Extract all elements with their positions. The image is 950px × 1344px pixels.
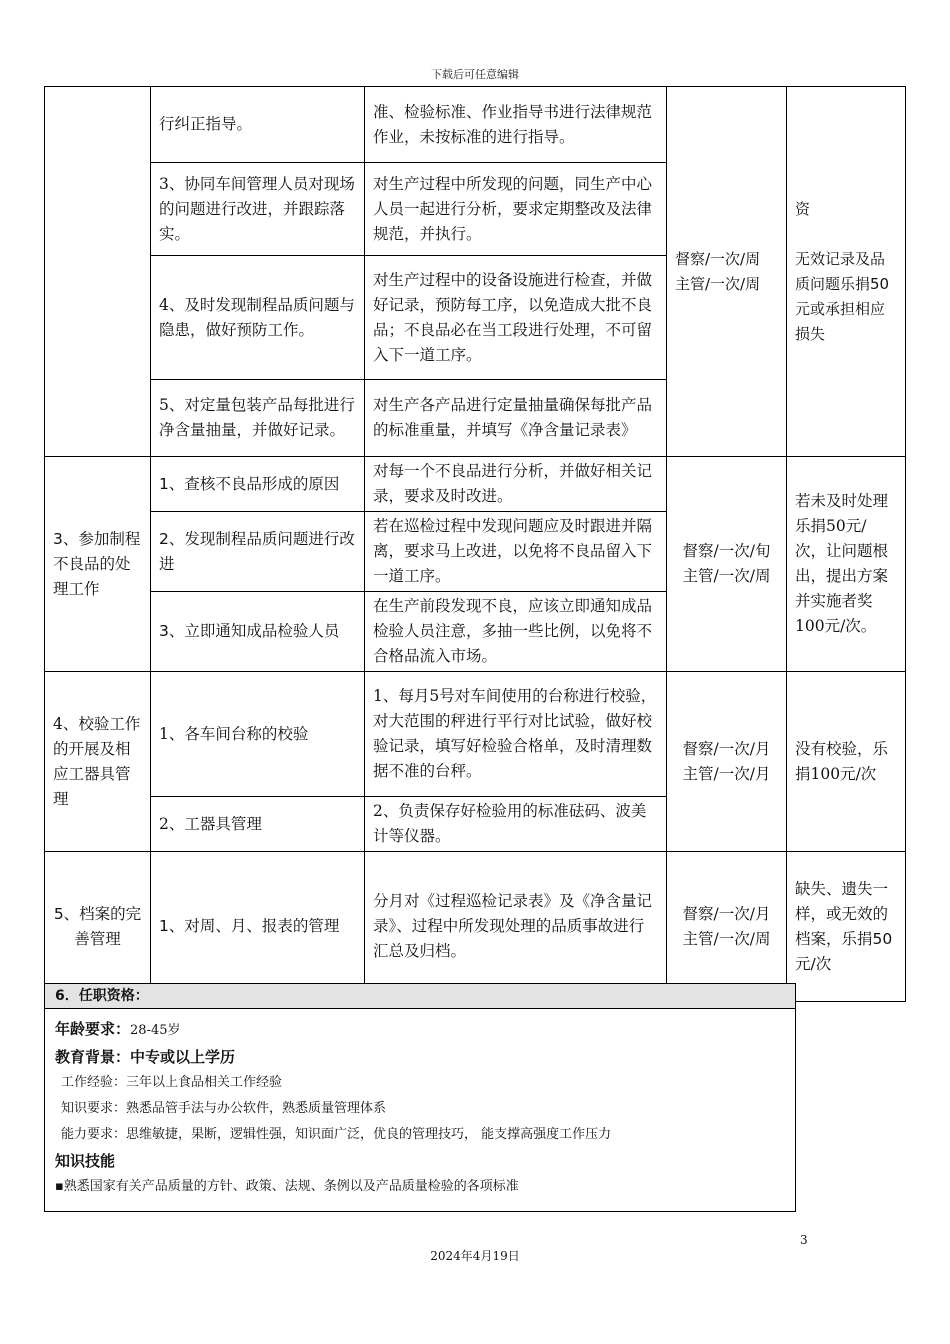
check-frequency bbox=[667, 87, 787, 457]
qualification-body bbox=[45, 1009, 796, 1212]
duty-standard: 1、每月5号对车间使用的台称进行校验，对大范围的秤进行平行对比试验，做好校验记录，填写好检验合格单，及时清理数据不准的台秤。 bbox=[365, 672, 667, 797]
frequency-text: 督察/一次/旬 主管/一次/周 bbox=[682, 542, 771, 585]
duty-category: 5、档案的完善管理 bbox=[45, 852, 151, 1002]
page-header: 下载后可任意编辑 bbox=[431, 68, 519, 81]
check-frequency bbox=[667, 852, 787, 1002]
duty-item: 1、对周、月、报表的管理 bbox=[151, 852, 365, 1002]
footer-date: 2024年4月19日 bbox=[430, 1249, 520, 1263]
duty-category: 4、校验工作的开展及相应工器具管理 bbox=[45, 672, 151, 852]
duty-standard: 对生产过程中的设备设施进行检查，并做好记录，预防每工序，以免造成大批不良品；不良品必在当工段进行处理，不可留入下一道工序。 bbox=[365, 256, 667, 380]
age-value: 28-45岁 bbox=[130, 1023, 181, 1038]
age-label: 年龄要求： bbox=[55, 1020, 131, 1038]
duty-standard: 若在巡检过程中发现问题应及时跟进并隔离，要求马上改进，以免将不良品留入下一道工序。 bbox=[365, 512, 667, 592]
duty-standard: 分月对《过程巡检记录表》及《净含量记录》、过程中所发现处理的品质事故进行汇总及归档。 bbox=[365, 852, 667, 1002]
duty-item: 5、对定量包装产品每批进行净含量抽量，并做好记录。 bbox=[151, 380, 365, 457]
duty-item: 1、查核不良品形成的原因 bbox=[151, 457, 365, 512]
age-requirement bbox=[55, 1019, 785, 1041]
duty-standard: 在生产前段发现不良，应该立即通知成品检验人员注意，多抽一些比例，以免将不合格品流入市场。 bbox=[365, 592, 667, 672]
duty-item: 3、立即通知成品检验人员 bbox=[151, 592, 365, 672]
skills-item: ▪熟悉国家有关产品质量的方针、政策、法规、条例以及产品质量检验的各项标准 bbox=[55, 1179, 519, 1194]
penalty-text: 资 无效记录及品质问题乐捐50元或承担相应损失 bbox=[795, 199, 890, 343]
duty-standard: 2、负责保存好检验用的标准砝码、波美计等仪器。 bbox=[365, 797, 667, 852]
penalty bbox=[787, 87, 906, 457]
check-frequency bbox=[667, 672, 787, 852]
frequency-text: 督察/一次/周 主管/一次/周 bbox=[675, 249, 761, 293]
frequency-text: 督察/一次/月 主管/一次/月 bbox=[682, 739, 771, 783]
duty-item: 4、及时发现制程品质问题与隐患，做好预防工作。 bbox=[151, 256, 365, 380]
duty-item: 2、工器具管理 bbox=[151, 797, 365, 852]
duty-item: 2、发现制程品质问题进行改进 bbox=[151, 512, 365, 592]
penalty: 没有校验，乐捐100元/次 bbox=[787, 672, 906, 852]
duty-standard: 对生产过程中所发现的问题，同生产中心人员一起进行分析，要求定期整改及法律规范，并执行。 bbox=[365, 163, 667, 256]
duty-standard: 对每一个不良品进行分析，并做好相关记录，要求及时改进。 bbox=[365, 457, 667, 512]
duty-category: 3、参加制程不良品的处理工作 bbox=[45, 457, 151, 672]
penalty: 缺失、遗失一样，或无效的档案，乐捐50元/次 bbox=[787, 852, 906, 1002]
qualification-table bbox=[44, 983, 796, 1212]
skills-title: 知识技能 bbox=[55, 1152, 116, 1170]
duty-item: 1、各车间台称的校验 bbox=[151, 672, 365, 797]
ability-requirement: 能力要求：思维敏捷，果断，逻辑性强，知识面广泛，优良的管理技巧， 能支撑高强度工作压力 bbox=[61, 1127, 612, 1142]
page-number: 3 bbox=[800, 1233, 808, 1247]
duty-table bbox=[44, 86, 906, 1002]
check-frequency bbox=[667, 457, 787, 672]
qualification-title: 6．任职资格： bbox=[45, 984, 796, 1009]
duty-item: 3、协同车间管理人员对现场的问题进行改进，并跟踪落实。 bbox=[151, 163, 365, 256]
duty-standard: 准、检验标准、作业指导书进行法律规范作业，未按标准的进行指导。 bbox=[365, 87, 667, 163]
duty-standard: 对生产各产品进行定量抽量确保每批产品的标准重量，并填写《净含量记录表》 bbox=[365, 380, 667, 457]
frequency-text: 督察/一次/月 主管/一次/周 bbox=[682, 904, 771, 948]
experience-requirement: 工作经验：三年以上食品相关工作经验 bbox=[61, 1075, 283, 1090]
penalty: 若未及时处理乐捐50元/次，让问题根出，提出方案并实施者奖100元/次。 bbox=[787, 457, 906, 672]
duty-item: 行纠正指导。 bbox=[151, 87, 365, 163]
education-requirement: 教育背景：中专或以上学历 bbox=[55, 1048, 236, 1066]
knowledge-requirement: 知识要求：熟悉品管手法与办公软件，熟悉质量管理体系 bbox=[61, 1101, 387, 1116]
table-cell bbox=[45, 87, 151, 457]
